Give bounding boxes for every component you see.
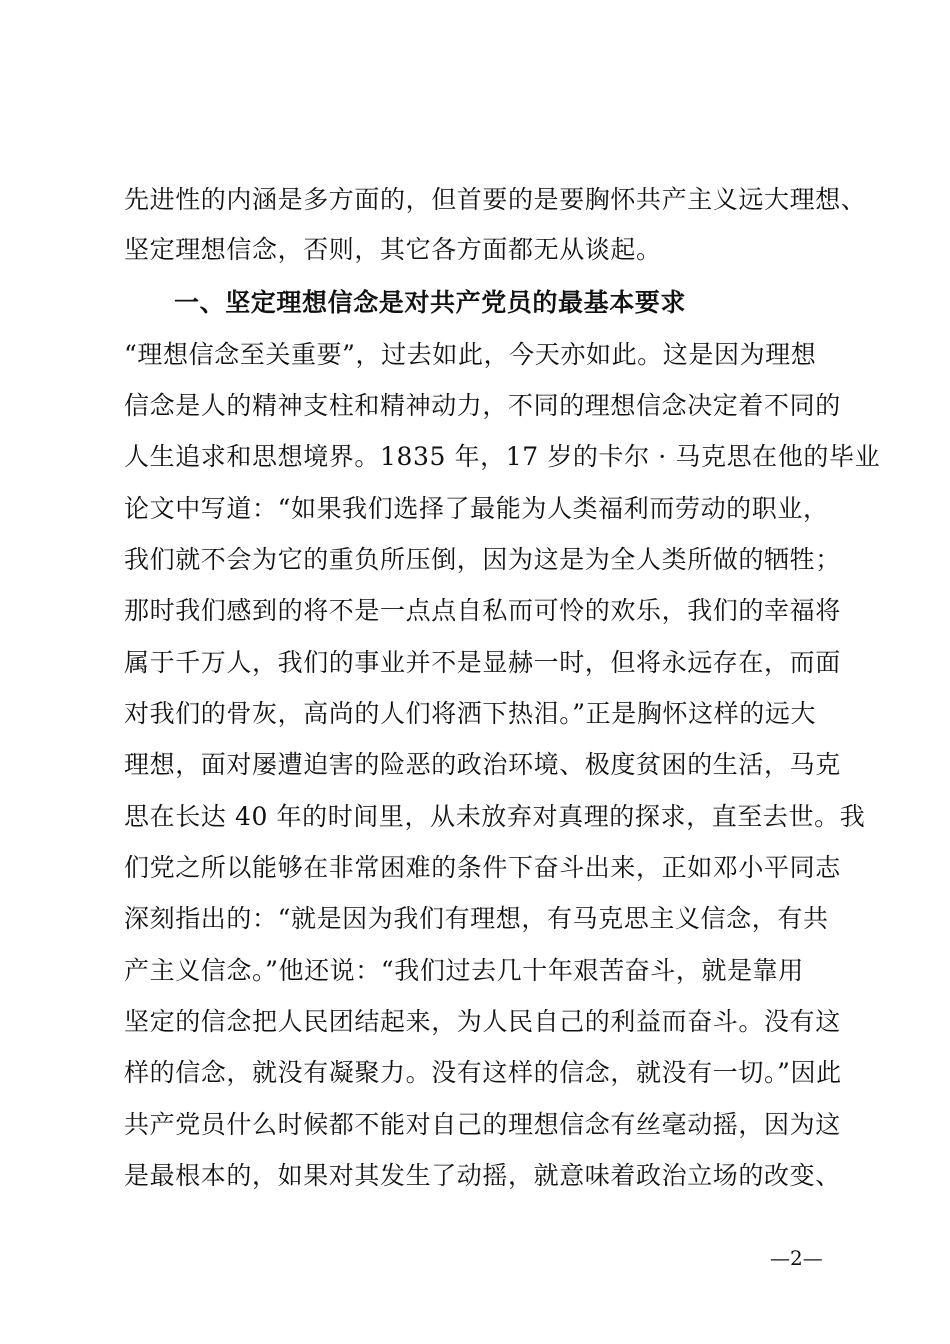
body-line-3: 人生追求和思想境界。1835 年，17 岁的卡尔 · 马克思在他的毕业: [124, 442, 881, 471]
body-line-4: 论文中写道：“如果我们选择了最能为人类福利而劳动的职业，: [124, 494, 829, 523]
body-line-6: 那时我们感到的将不是一点点自私而可怜的欢乐，我们的幸福将: [124, 596, 841, 625]
body-line-2: 信念是人的精神支柱和精神动力，不同的理想信念决定着不同的: [124, 391, 841, 420]
body-line-1: “理想信念至关重要”，过去如此，今天亦如此。这是因为理想: [124, 340, 817, 369]
body-line-7: 属于千万人，我们的事业并不是显赫一时，但将永远存在，而面: [124, 648, 841, 677]
section-heading: 一、坚定理想信念是对共产党员的最基本要求: [174, 288, 687, 317]
body-line-17: 是最根本的，如果对其发生了动摇，就意味着政治立场的改变、: [124, 1161, 841, 1190]
body-line-14: 坚定的信念把人民团结起来，为人民自己的利益而奋斗。没有这: [124, 1007, 841, 1036]
body-line-9: 理想，面对屡遭迫害的险恶的政治环境、极度贫困的生活，马克: [124, 750, 841, 779]
body-line-12: 深刻指出的：“就是因为我们有理想，有马克思主义信念，有共: [124, 904, 829, 933]
body-line-15: 样的信念，就没有凝聚力。没有这样的信念，就没有一切。”因此: [124, 1058, 842, 1087]
page-number: —2—: [770, 1246, 823, 1270]
body-line-8: 对我们的骨灰，高尚的人们将洒下热泪。”正是胸怀这样的远大: [124, 699, 817, 728]
body-line-10: 思在长达 40 年的时间里，从未放弃对真理的探求，直至去世。我: [124, 802, 866, 831]
body-line-5: 我们就不会为它的重负所压倒，因为这是为全人类所做的牺牲；: [124, 545, 841, 574]
body-line-11: 们党之所以能够在非常困难的条件下奋斗出来，正如邓小平同志: [124, 853, 841, 882]
body-line-13: 产主义信念。”他还说：“我们过去几十年艰苦奋斗，就是靠用: [124, 956, 804, 985]
body-line-16: 共产党员什么时候都不能对自己的理想信念有丝毫动摇，因为这: [124, 1110, 841, 1139]
intro-line-1: 先进性的内涵是多方面的，但首要的是要胸怀共产主义远大理想、: [124, 185, 867, 214]
intro-line-2: 坚定理想信念，否则，其它各方面都无从谈起。: [124, 235, 662, 264]
